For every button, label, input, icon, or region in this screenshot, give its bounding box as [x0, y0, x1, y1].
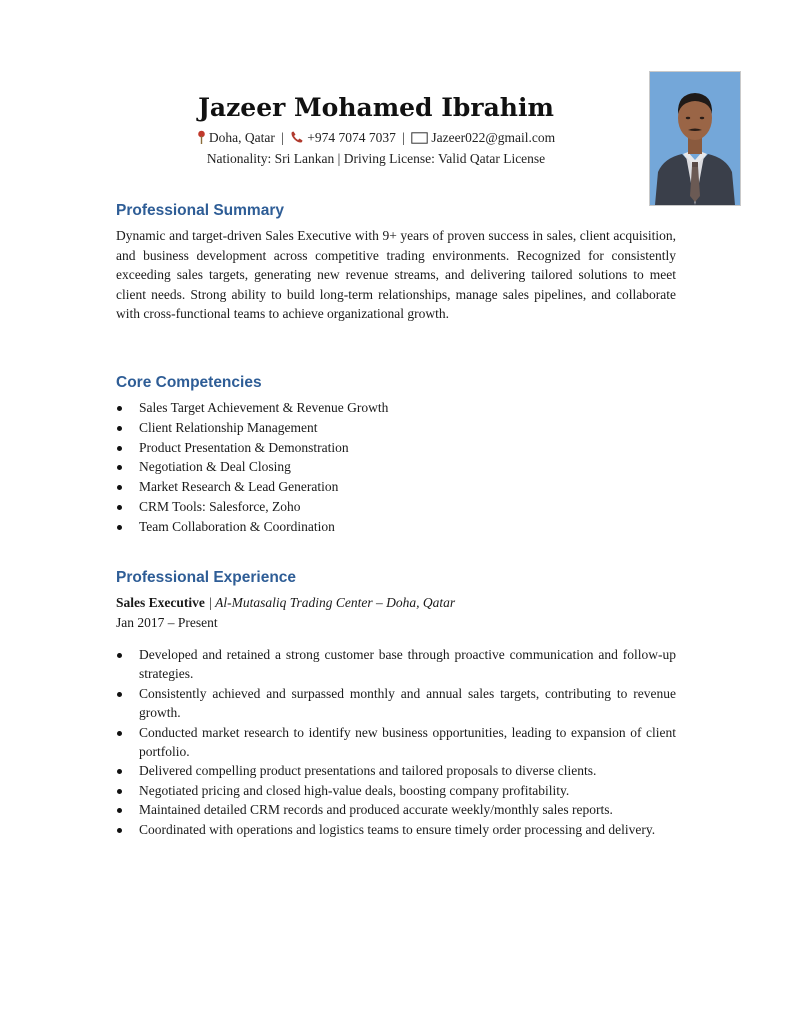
resume-header — [116, 92, 636, 168]
list-item: Maintained detailed CRM records and produced accurate weekly/monthly sales reports. — [116, 800, 676, 819]
contact-line — [116, 128, 636, 149]
candidate-name: Jazeer Mohamed Ibrahim — [198, 93, 554, 122]
email-link[interactable]: Jazeer022@gmail.com — [431, 130, 556, 145]
list-item: Market Research & Lead Generation — [116, 477, 676, 497]
competencies-section — [116, 373, 676, 537]
list-item: Sales Target Achievement & Revenue Growth — [116, 398, 676, 418]
job-company: | Al-Mutasaliq Trading Center – Doha, Qatar — [204, 595, 456, 610]
phone-icon — [290, 130, 304, 149]
phone-text: +974 7074 7037 — [307, 130, 396, 145]
summary-heading: Professional Summary — [116, 202, 284, 219]
experience-list — [116, 645, 676, 839]
location-text: Doha, Qatar — [208, 130, 275, 145]
competencies-list — [116, 398, 676, 537]
list-item: Client Relationship Management — [116, 418, 676, 438]
experience-heading: Professional Experience — [116, 569, 297, 586]
summary-section — [116, 201, 676, 324]
job-dates: Jan 2017 – Present — [116, 614, 218, 630]
list-item: Conducted market research to identify new business opportunities, leading to expansion of client portfolio. — [116, 723, 676, 762]
profile-photo — [649, 71, 741, 206]
separator: | — [281, 130, 284, 145]
list-item: Consistently achieved and surpassed monthly and annual sales targets, contributing to revenue growth. — [116, 684, 676, 723]
list-item: Negotiated pricing and closed high-value deals, boosting company profitability. — [116, 781, 676, 800]
job-role: Sales Executive — [116, 595, 205, 610]
job-title-line — [116, 593, 676, 613]
experience-section — [116, 568, 676, 839]
competencies-heading: Core Competencies — [116, 374, 262, 391]
list-item: Team Collaboration & Coordination — [116, 517, 676, 537]
list-item: Coordinated with operations and logistics teams to ensure timely order processing and delivery. — [116, 820, 676, 839]
summary-text: Dynamic and target-driven Sales Executive with 9+ years of proven success in sales, client acquisition, and business development across competitive trading environments. Recognized for consistently exceeding sales targets, generating new revenue streams, and delivering tailored solutions to meet client needs. Strong ability to build long-term relationships, manage sales pipelines, and collaborate with cross-functional teams to achieve organizational growth. — [116, 228, 676, 322]
envelope-icon — [411, 130, 428, 149]
list-item: Product Presentation & Demonstration — [116, 438, 676, 458]
list-item: Developed and retained a strong customer base through proactive communication and follow-up strategies. — [116, 645, 676, 684]
list-item: CRM Tools: Salesforce, Zoho — [116, 497, 676, 517]
list-item: Delivered compelling product presentations and tailored proposals to diverse clients. — [116, 761, 676, 780]
list-item: Negotiation & Deal Closing — [116, 457, 676, 477]
map-pin-icon — [197, 130, 206, 149]
nationality-line: Nationality: Sri Lankan | Driving License: Valid Qatar License — [206, 151, 546, 166]
separator: | — [402, 130, 405, 145]
